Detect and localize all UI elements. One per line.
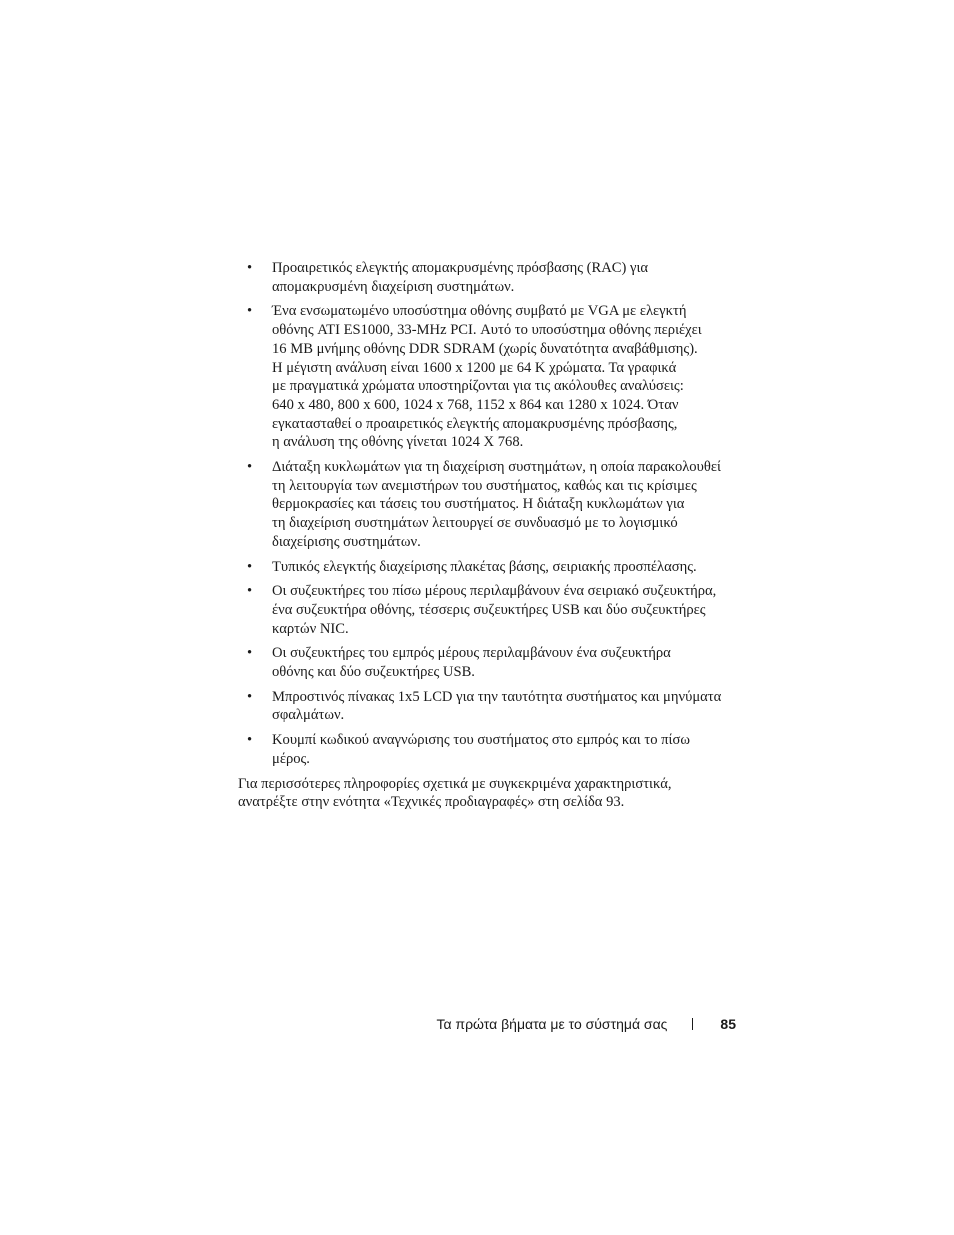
page-footer <box>0 1014 736 1034</box>
closing-line: Για περισσότερες πληροφορίες σχετικά με συγκεκριμένα χαρακτηριστικά, <box>238 775 672 792</box>
closing-paragraph <box>238 775 738 812</box>
list-item-line: Μπροστινός πίνακας 1x5 LCD για την ταυτότητα συστήματος και μηνύματα <box>272 688 722 705</box>
bullet-marker: • <box>247 583 253 600</box>
list-item-line: Οι συζευκτήρες του εμπρός μέρους περιλαμβάνουν ένα συζευκτήρα <box>272 645 671 662</box>
list-item-line: απομακρυσμένη διαχείριση συστημάτων. <box>272 278 515 295</box>
list-item <box>238 644 738 681</box>
list-item-line: ένα συζευκτήρα οθόνης, τέσσερις συζευκτήρες USB και δύο συζευκτήρες <box>272 601 706 618</box>
bullet-marker: • <box>247 732 253 749</box>
page-body <box>238 259 738 812</box>
list-item-line: Προαιρετικός ελεγκτής απομακρυσμένης πρόσβασης (RAC) για <box>272 260 649 276</box>
feature-list <box>238 259 738 769</box>
list-item-line: θερμοκρασίες και τάσεις του συστήματος. Η διάταξη κυκλωμάτων για <box>272 496 685 513</box>
list-item <box>238 731 738 768</box>
list-item-line: τη λειτουργία των ανεμιστήρων του συστήματος, καθώς και τις κρίσιμες <box>272 477 697 494</box>
list-item <box>238 259 738 296</box>
closing-line: ανατρέξτε στην ενότητα «Τεχνικές προδιαγραφές» στη σελίδα 93. <box>238 794 625 811</box>
list-item-line: Τυπικός ελεγκτής διαχείρισης πλακέτας βάσης, σειριακής προσπέλασης. <box>272 558 697 575</box>
bullet-marker: • <box>247 645 253 662</box>
list-item <box>238 458 738 552</box>
bullet-marker: • <box>247 459 253 476</box>
list-item-line: διαχείρισης συστημάτων. <box>272 533 421 550</box>
list-item-line: Διάταξη κυκλωμάτων για τη διαχείριση συστημάτων, η οποία παρακολουθεί <box>272 459 721 476</box>
list-item-line: εγκατασταθεί ο προαιρετικός ελεγκτής απομακρυσμένης πρόσβασης, <box>272 415 678 432</box>
list-item-line: οθόνης και δύο συζευκτήρες USB. <box>272 664 475 681</box>
page-number: 85 <box>720 1016 736 1032</box>
chapter-title: Τα πρώτα βήματα με το σύστημά σας <box>436 1016 668 1032</box>
list-item <box>238 688 738 725</box>
bullet-marker: • <box>247 558 253 575</box>
list-item-line: με πραγματικά χρώματα υποστηρίζονται για τις ακόλουθες αναλύσεις: <box>272 378 684 395</box>
list-item-line: μέρος. <box>272 750 310 767</box>
list-item <box>238 302 738 452</box>
list-item-line: Η μέγιστη ανάλυση είναι 1600 x 1200 με 64 K χρώματα. Τα γραφικά <box>272 359 677 376</box>
list-item <box>238 558 738 577</box>
bullet-marker: • <box>247 260 253 276</box>
bullet-marker: • <box>247 688 253 705</box>
list-item <box>238 582 738 638</box>
list-item-line: η ανάλυση της οθόνης γίνεται 1024 X 768. <box>272 434 524 451</box>
footer-separator <box>692 1018 693 1030</box>
bullet-marker: • <box>247 303 253 320</box>
list-item-line: τη διαχείριση συστημάτων λειτουργεί σε συνδυασμό με το λογισμικό <box>272 515 678 532</box>
list-item-line: οθόνης ATI ES1000, 33-MHz PCI. Αυτό το υποσύστημα οθόνης περιέχει <box>272 322 702 339</box>
list-item-line: 640 x 480, 800 x 600, 1024 x 768, 1152 x 864 και 1280 x 1024. Όταν <box>272 396 679 413</box>
list-item-line: 16 MB μνήμης οθόνης DDR SDRAM (χωρίς δυνατότητα αναβάθμισης). <box>272 340 698 357</box>
list-item-line: Οι συζευκτήρες του πίσω μέρους περιλαμβάνουν ένα σειριακό συζευκτήρα, <box>272 583 717 600</box>
list-item-line: Κουμπί κωδικού αναγνώρισης του συστήματος στο εμπρός και το πίσω <box>272 732 690 749</box>
list-item-line: Ένα ενσωματωμένο υποσύστημα οθόνης συμβατό με VGA με ελεγκτή <box>272 303 687 320</box>
list-item-line: καρτών NIC. <box>272 620 349 637</box>
list-item-line: σφαλμάτων. <box>272 707 345 724</box>
